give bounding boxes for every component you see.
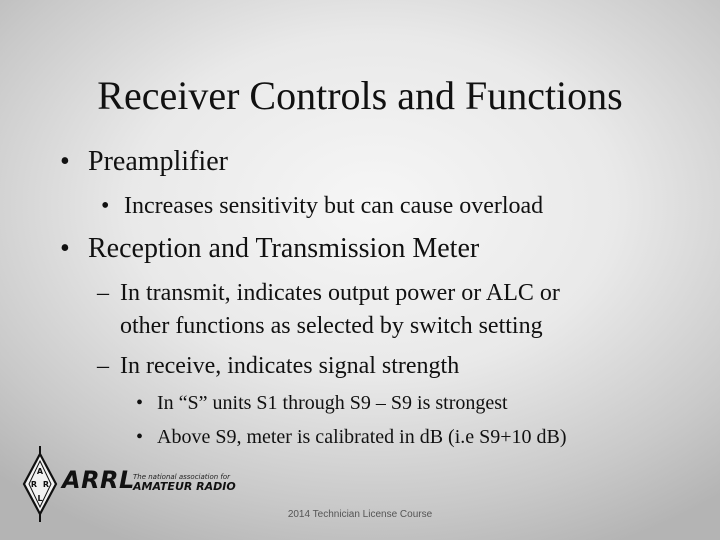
diamond-letter: A (36, 467, 44, 476)
dash-receive: In receive, indicates signal strength (120, 353, 460, 379)
slide-title: Receiver Controls and Functions (97, 73, 623, 118)
bullet-marker: • (60, 233, 70, 264)
dash-marker: – (97, 353, 109, 379)
diamond-letter: L (37, 494, 43, 503)
arrl-wordmark: ARRL (62, 466, 135, 494)
bullet-marker: • (136, 426, 144, 448)
dash-marker: – (97, 280, 109, 306)
bullet-meter: Reception and Transmission Meter (88, 233, 480, 264)
bullet-preamp-detail: Increases sensitivity but can cause overload (124, 193, 544, 219)
arrl-tagline-amateur-radio: AMATEUR RADIO (133, 480, 236, 493)
bullet-marker: • (136, 392, 144, 414)
bullet-marker: • (60, 146, 70, 177)
arrl-tagline: The national association for (133, 473, 231, 481)
dash-transmit-line2: other functions as selected by switch setting (120, 313, 543, 339)
bullet-s-units: In “S” units S1 through S9 – S9 is strongest (157, 392, 508, 414)
diamond-letter: R (30, 480, 38, 489)
diamond-letter: R (42, 480, 50, 489)
bullet-above-s9: Above S9, meter is calibrated in dB (i.e S9+10 dB) (157, 426, 567, 448)
footer-course-label: 2014 Technician License Course (287, 509, 433, 520)
dash-transmit-line1: In transmit, indicates output power or ALC or (120, 280, 560, 306)
bullet-preamplifier: Preamplifier (88, 146, 228, 177)
bullet-marker: • (101, 193, 110, 219)
